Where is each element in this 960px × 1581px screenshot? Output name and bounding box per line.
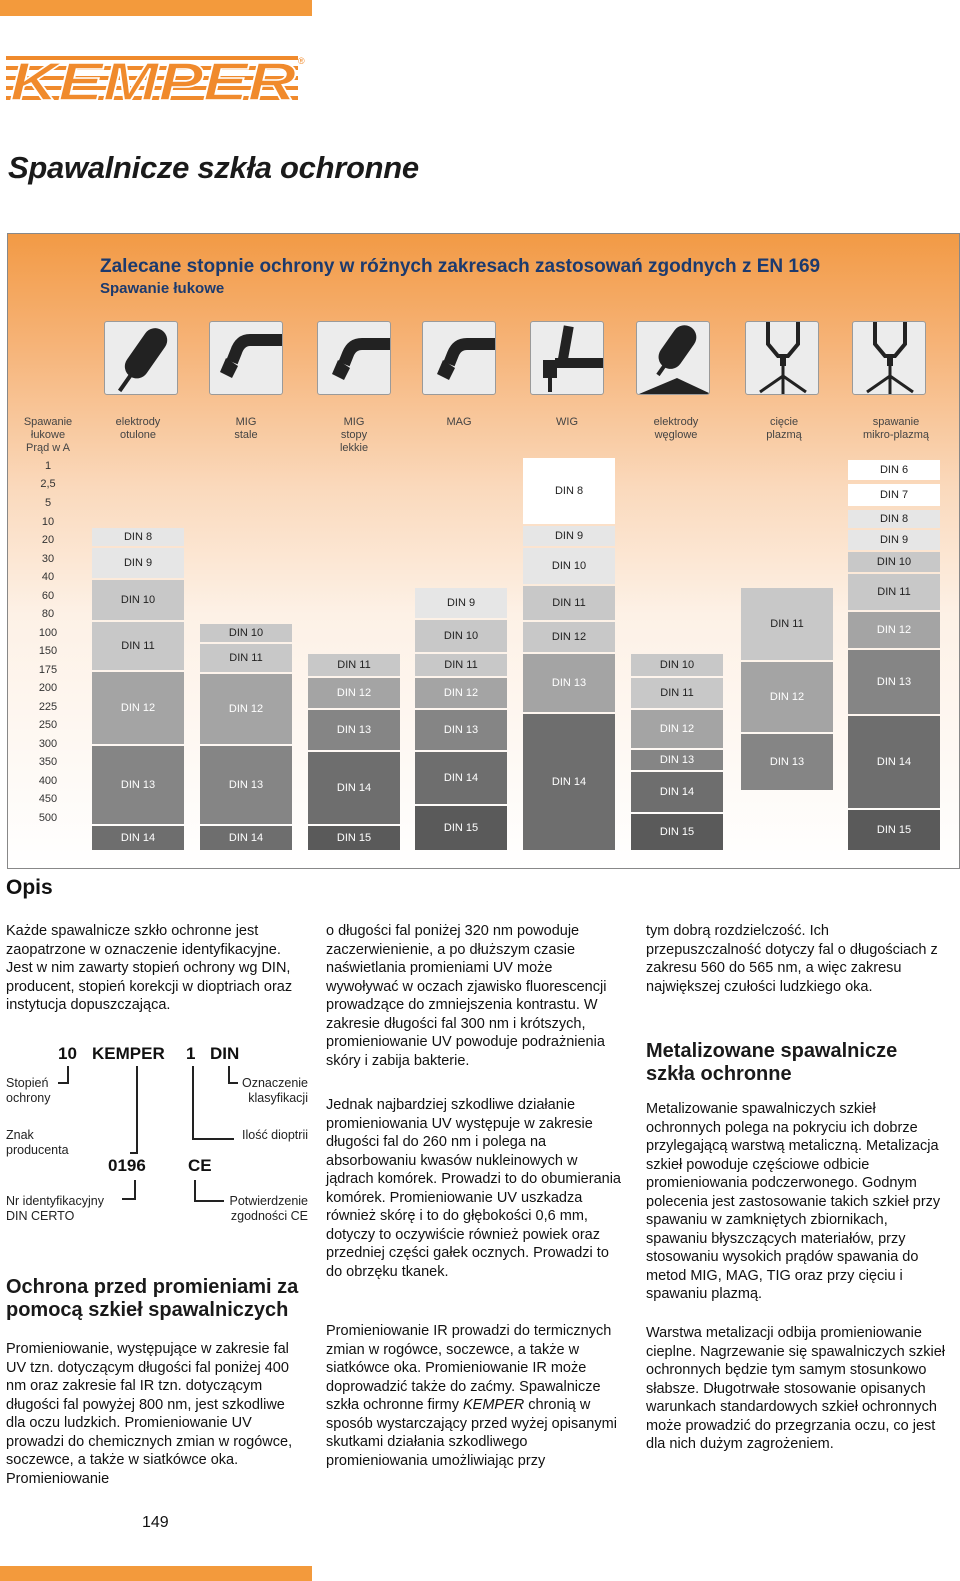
col2-paragraph-1: o długości fal poniżej 320 nm powoduje zaczerwienienie, a po dłuższym czasie naświetlania promieniami UV może wywoływać w oczach zjawisko fluorescencji prowadzące do zmniejszenia kontrastu. W zakresie długości fal 300 nm i krótszych, promieniowanie UV powoduje podrażnienia skóry i zabija bakterie. (326, 923, 607, 1069)
bracket-line (194, 1180, 224, 1202)
current-value: 5 (44, 497, 52, 509)
registered-mark: ® (298, 56, 305, 66)
din-cell: DIN 11 (631, 678, 723, 708)
din-cell: DIN 10 (200, 624, 292, 642)
din-cell: DIN 13 (523, 654, 615, 712)
din-cell: DIN 15 (415, 806, 507, 850)
din-cell: DIN 11 (741, 588, 833, 660)
col-header-line: otulone (119, 429, 157, 441)
brand-text: KEMPER (463, 1397, 525, 1413)
carbon-electrode-icon (636, 321, 710, 395)
label-diopters: Ilość dioptrii (242, 1128, 308, 1142)
label-line: Znak (6, 1128, 34, 1142)
din-cell: DIN 13 (415, 710, 507, 750)
current-value: 450 (38, 793, 58, 805)
col-header-plasma-cutting (736, 416, 832, 442)
bracket-line (58, 1066, 69, 1084)
col-header-line: WIG (556, 416, 578, 428)
col-header-line: stopy (340, 429, 368, 441)
din-cell: DIN 12 (631, 710, 723, 748)
din-cell: DIN 11 (308, 654, 400, 676)
label-line: zgodności CE (230, 1209, 308, 1223)
panel-title: Zalecane stopnie ochrony w różnych zakresach zastosowań zgodnych z EN 169 (100, 256, 821, 277)
current-value: 30 (41, 553, 55, 565)
label-line: Nr identyfikacyjny (6, 1194, 104, 1208)
din-cell: DIN 12 (848, 612, 940, 648)
din-cell: DIN 11 (848, 574, 940, 610)
current-value: 1 (44, 460, 52, 472)
current-value: 500 (38, 812, 58, 824)
metal-heading (646, 1040, 946, 1086)
plasma-cutting-icon (745, 321, 819, 395)
din-cell: DIN 6 (848, 460, 940, 480)
row-header-line: Spawanie (23, 416, 73, 428)
din-cell: DIN 8 (848, 510, 940, 528)
din-cell: DIN 14 (92, 826, 184, 850)
col-header-line: plazmą (766, 429, 802, 441)
row-header-line: Prąd w A (25, 442, 71, 454)
din-cell: DIN 14 (308, 752, 400, 824)
din-cell: DIN 11 (92, 622, 184, 670)
label-manufacturer-mark (6, 1128, 69, 1158)
bottom-color-bar (0, 1566, 312, 1581)
label-line: klasyfikacji (248, 1091, 308, 1105)
text-span: Promieniowanie IR prowadzi do termicznych zmian w rogówce, soczewce, a także w siatkówce oka. Promieniowanie IR może doprowadzić także do zaćmy. Spawalnicze szkła ochronne firmy (326, 1323, 612, 1413)
top-color-bar (0, 0, 312, 16)
bracket-line (130, 1066, 138, 1154)
row-header-line: łukowe (30, 429, 66, 441)
current-value: 2,5 (40, 478, 56, 490)
col3-paragraph-3: Warstwa metalizacji odbija promieniowanie cieplne. Nagrzewanie się spawalniczych szkieł ochronnych będzie tym samym stosunkowo słabsze. Długotrwałe stosowanie opisanych warunkach standardowych szkieł ochronnych może prowadzić do przegrzania oczu, co jest dla nich dużym zagrożeniem. (646, 1325, 945, 1452)
din-cell: DIN 13 (631, 750, 723, 770)
din-cell: DIN 13 (200, 746, 292, 824)
panel-subtitle: Spawanie łukowe (100, 280, 225, 297)
current-value: 150 (38, 645, 58, 657)
col-header-mig-steel (198, 416, 294, 442)
col-header-line: lekkie (339, 442, 369, 454)
label-line: ochrony (6, 1091, 51, 1105)
code-ce: CE (188, 1156, 212, 1175)
din-cell: DIN 15 (308, 826, 400, 850)
current-value: 200 (38, 682, 58, 694)
label-line: Oznaczenie (241, 1076, 308, 1090)
din-cell: DIN 11 (523, 586, 615, 620)
col-header-line: MIG (235, 416, 257, 428)
col-header-wig (519, 416, 615, 429)
din-cell: DIN 14 (415, 752, 507, 804)
din-cell: DIN 14 (848, 716, 940, 808)
din-cell: DIN 13 (848, 650, 940, 714)
current-value: 10 (41, 516, 55, 528)
din-cell: DIN 14 (200, 826, 292, 850)
col-header-carbon-electrodes (628, 416, 724, 442)
current-value: 250 (38, 719, 58, 731)
col-header-line: stale (234, 429, 258, 441)
opis-heading: Opis (6, 876, 53, 899)
din-cell: DIN 9 (848, 530, 940, 550)
col2-paragraph-2: Jednak najbardziej szkodliwe działanie promieniowania UV występuje w zakresie długości fal do 260 nm i polega na absorbowaniu kwasów nukleinowych w jądrach komórek. Prowadzi to do obumierania komórek. Promieniowanie UV uszkadza również skórę i to do głębokości 0,6 mm, dotyczy to oczywiście również powiek oraz przedniej części gałek ocznych. Prowadzi to do obrzęku tkanek. (326, 1097, 621, 1280)
label-line: Stopień (6, 1076, 49, 1090)
din-cell: DIN 11 (415, 654, 507, 676)
current-value: 400 (38, 775, 58, 787)
col-header-line: cięcie (769, 416, 799, 428)
tig-torch-icon (530, 321, 604, 395)
din-cell: DIN 12 (200, 674, 292, 744)
heading-line: szkła ochronne (646, 1063, 792, 1085)
din-cell: DIN 12 (523, 622, 615, 652)
din-cell: DIN 10 (631, 654, 723, 676)
din-cell: DIN 14 (631, 772, 723, 812)
page-number: 149 (142, 1514, 169, 1531)
current-value: 80 (41, 608, 55, 620)
current-value: 175 (38, 664, 58, 676)
ochrona-heading (6, 1276, 316, 1322)
code-id-number: 0196 (108, 1156, 146, 1175)
heading-line: pomocą szkieł spawalniczych (6, 1299, 289, 1321)
din-cell: DIN 7 (848, 484, 940, 506)
current-value: 300 (38, 738, 58, 750)
text-span: chronią w sposób wystarczający przed wyżej opisanymi skutkami działania szkodliwego promieniowania umożliwiając przy (326, 1397, 617, 1469)
din-cell: DIN 9 (92, 548, 184, 578)
din-cell: DIN 9 (523, 526, 615, 546)
col-header-line: MAG (446, 416, 472, 428)
current-value: 100 (38, 627, 58, 639)
din-cell: DIN 10 (415, 620, 507, 652)
din-cell: DIN 13 (741, 734, 833, 790)
opis-intro: Każde spawalnicze szkło ochronne jest zaopatrzone w oznaczenie identyfikacyjne. Jest w nim zawarty stopień ochrony wg DIN, producent, stopień korekcji w dioptriach oraz instytucja dopuszczająca. (6, 923, 293, 1013)
label-line: DIN CERTO (6, 1209, 75, 1223)
din-cell: DIN 15 (848, 810, 940, 850)
current-value: 225 (38, 701, 58, 713)
logo-text: KEMPER (10, 52, 297, 108)
bracket-line (122, 1180, 136, 1200)
micro-plasma-icon (852, 321, 926, 395)
din-cell: DIN 10 (92, 580, 184, 620)
label-ce-conformity (222, 1194, 308, 1224)
din-cell: DIN 8 (523, 458, 615, 524)
din-cell: DIN 8 (92, 528, 184, 546)
din-cell: DIN 14 (523, 714, 615, 850)
heading-line: Metalizowane spawalnicze (646, 1040, 898, 1062)
col-header-electrodes (90, 416, 186, 442)
label-protection-level (6, 1076, 50, 1106)
col-header-line: węglowe (654, 429, 698, 441)
col2-paragraph-3 (326, 1322, 626, 1470)
label-line: Potwierdzenie (229, 1194, 308, 1208)
code-protection-level: 10 (58, 1044, 77, 1063)
current-value: 20 (41, 534, 55, 546)
label-id-number (6, 1194, 104, 1224)
din-cell: DIN 12 (741, 662, 833, 732)
kemper-logo (6, 52, 306, 108)
col3-paragraph-2: Metalizowanie spawalniczych szkieł ochronnych polega na pokryciu ich dobrze przylegającą warstwą metaliczną. Metalizacja szkieł powoduje częściowe odbicie promieniowania podczerwonego. Godnym polecenia jest zastosowanie takich szkieł przy spawaniu w zamkniętych zbiornikach, spawaniu błyszczących materiałów, przy stosowaniu wysokich prądów spawania do metod MIG, MAG, TIG oraz przy cięciu i spawaniu plazmą. (646, 1101, 941, 1302)
label-line: producenta (6, 1143, 69, 1157)
col-header-line: spawanie (872, 416, 920, 428)
col-header-mag (411, 416, 507, 429)
code-din: DIN (210, 1044, 240, 1063)
current-value: 40 (41, 571, 55, 583)
current-value: 60 (41, 590, 55, 602)
din-cell: DIN 10 (523, 548, 615, 584)
din-cell: DIN 9 (415, 588, 507, 618)
din-cell: DIN 12 (92, 672, 184, 744)
din-cell: DIN 13 (92, 746, 184, 824)
heading-line: Ochrona przed promieniami za (6, 1276, 299, 1298)
din-cell: DIN 12 (308, 678, 400, 708)
din-cell: DIN 10 (848, 552, 940, 572)
code-diopters: 1 (186, 1044, 196, 1063)
ochrona-text: Promieniowanie, występujące w zakresie fal UV tzn. dotyczącym długości fal poniżej 400 nm oraz zakresie fal IR tzn. dotyczącym długości fal powyżej 800 nm, jest szkodliwe dla oczu ludzkich. Promieniowanie UV prowadzi do chemicznych zmian w rogówce, soczewce, a także w siatkówce oka. Promieniowanie (6, 1341, 293, 1487)
mag-torch-icon (422, 321, 496, 395)
col-header-micro-plasma (840, 416, 952, 442)
code-manufacturer: KEMPER (92, 1044, 165, 1063)
electrode-holder-icon (104, 321, 178, 395)
col3-paragraph-1: tym dobrą rozdzielczość. Ich przepuszczalność dotyczy fal o długościach z zakresu 560 do 565 nm, a więc zakresu największej czułości ludzkiego oka. (646, 923, 938, 995)
col-header-line: elektrody (115, 416, 161, 428)
din-cell: DIN 13 (308, 710, 400, 750)
row-header (20, 416, 76, 455)
page-title: Spawalnicze szkła ochronne (8, 150, 419, 185)
din-cell: DIN 12 (415, 678, 507, 708)
din-cell: DIN 15 (631, 814, 723, 850)
current-value: 350 (38, 756, 58, 768)
col-header-line: MIG (343, 416, 365, 428)
col-header-line: elektrody (653, 416, 699, 428)
label-classification (228, 1076, 308, 1106)
col-header-line: mikro-plazmą (862, 429, 929, 441)
mig-torch-icon (209, 321, 283, 395)
mig-torch-icon-2 (317, 321, 391, 395)
col-header-mig-light-alloys (306, 416, 402, 455)
din-cell: DIN 11 (200, 644, 292, 672)
